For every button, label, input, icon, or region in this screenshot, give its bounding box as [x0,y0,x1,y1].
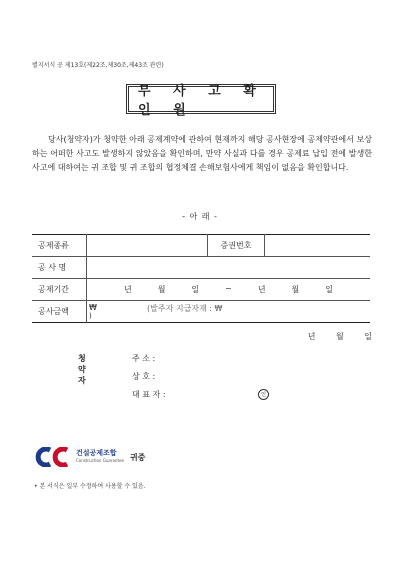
table-row [32,279,370,301]
insurance-type-label: 공제종류 [32,235,87,257]
period-start-day: 일 [191,285,200,294]
table-row [32,235,370,257]
insurance-type-field[interactable] [87,235,208,257]
period-end-month: 월 [291,285,300,294]
period-field[interactable] [87,279,371,301]
footnote: • 본 서식은 일부 수정하여 사용할 수 있음. [34,483,146,490]
declaration-text: 당사(청약자)가 청약한 아래 공제계약에 관하여 현재까지 해당 공사현장에 공제약관에서 보상하는 어떠한 사고도 발생하지 않았음을 확인하며, 만약 사실과 다를 경우 공제료 납입 전에 발생한 사고에 대하여는 귀 조합 및 귀 조합의 협정체결 손해보험사에게 책임이 없음을 확인합니다. [32,135,372,172]
section-label: - 아 래 - [182,212,218,221]
period-end-day: 일 [325,285,333,294]
period-start-year: 년 [123,285,132,294]
table-row [32,257,370,279]
address-label: 주 소 : [132,354,156,363]
period-start-month: 월 [157,285,166,294]
recipient-label: 귀중 [129,452,146,462]
company-logo [34,447,145,467]
applicant-heading: 청약자 [78,354,86,385]
ceo-label: 대 표 자 : [132,390,166,399]
logo-name-en: Construction Guarantee [76,458,124,463]
period-end-year: 년 [257,285,266,294]
company-label: 상 호 : [132,372,156,381]
policy-number-field[interactable] [265,235,371,257]
won-symbol: ₩ [89,303,97,312]
contract-info-table [32,234,370,323]
amount-paren: ) [89,312,92,320]
project-name-field[interactable] [87,257,371,279]
seal-mark: 인 [258,389,269,400]
logo-name-kr: 건설공제조합 [76,449,117,457]
issue-date: 년 월 일 [307,332,372,341]
period-separator: ~ [225,284,232,293]
cc-logo-icon [34,447,72,467]
project-name-label: 공 사 명 [32,257,87,279]
amount-field[interactable] [87,301,371,323]
document-title-box [126,84,276,118]
amount-label: 공사금액 [32,301,87,323]
form-reference: 별지서식 공 제13호(제22조,제30조,제43조 관련) [32,62,164,69]
period-label: 공제기간 [32,279,87,301]
period-date-range [91,284,366,295]
supplied-material-note: (발주자 지급자재 : ₩ [147,304,223,313]
policy-number-label: 증권번호 [208,235,265,257]
logo-text [76,450,124,464]
document-title: 무 사 고 확 인 원 [138,84,265,118]
table-row [32,301,370,323]
